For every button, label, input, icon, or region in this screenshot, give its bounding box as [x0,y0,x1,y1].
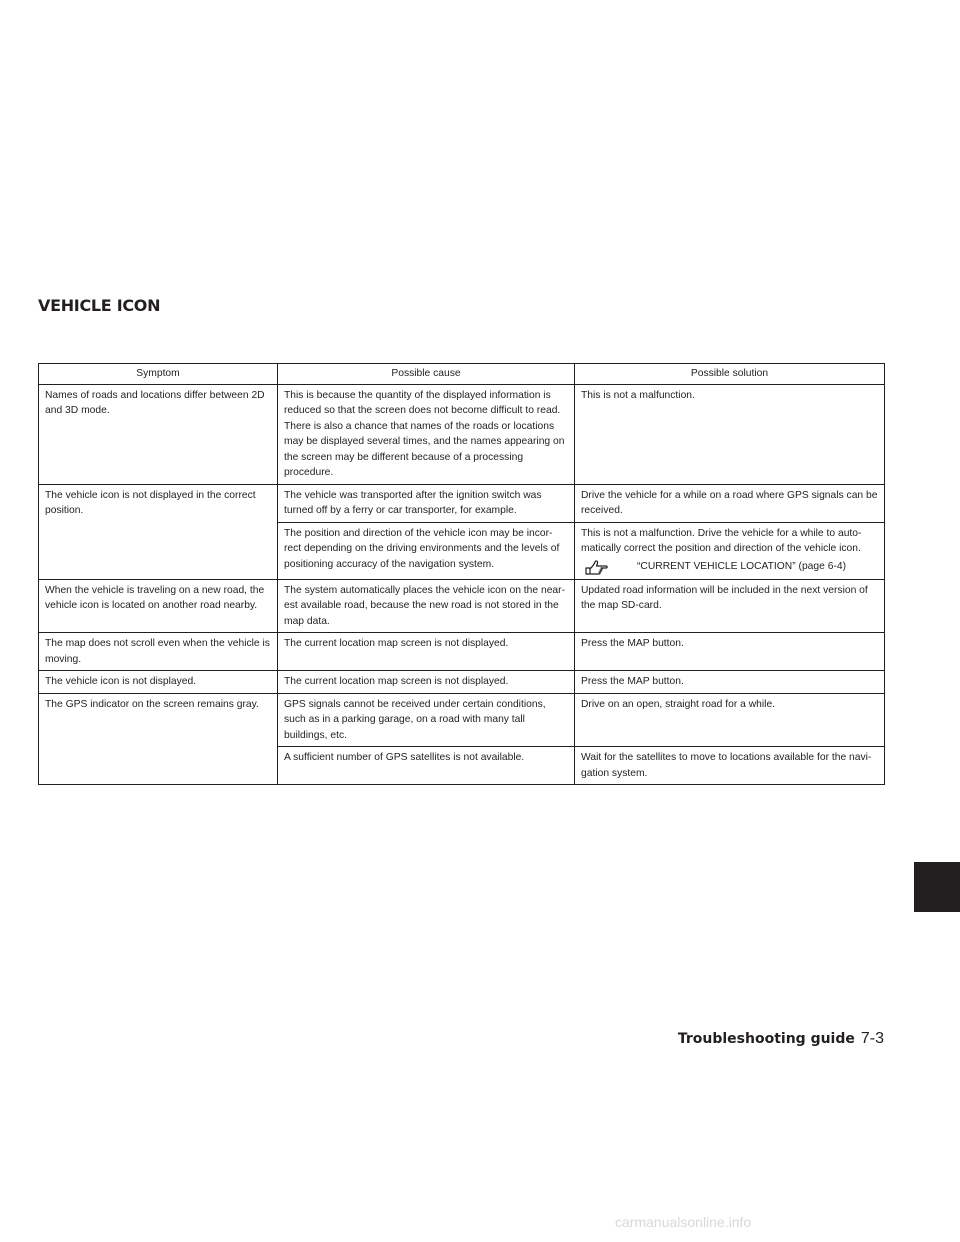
solution-cell: Press the MAP button. [575,671,885,694]
solution-cell: This is not a malfunction. [575,384,885,484]
solution-cell: Drive on an open, straight road for a while. [575,693,885,747]
symptom-cell: Names of roads and locations differ between 2D and 3D mode. [39,384,278,484]
solution-cell: Wait for the satellites to move to locations available for the navi-gation system. [575,747,885,785]
table-row [39,633,885,671]
chapter-tab [914,862,960,912]
footer-section-label: Troubleshooting guide [677,1031,855,1047]
vehicle-icon-table [38,363,885,785]
cause-cell: The current location map screen is not displayed. [278,671,575,694]
cause-cell: This is because the quantity of the displayed information is reduced so that the screen does not become difficult to read. There is also a chance that names of the roads or locations may be displayed several times, and the names appearing on the screen may be different because of a processing procedure. [278,384,575,484]
page-reference[interactable] [581,558,878,576]
table-row [39,384,885,484]
page-footer [678,1030,884,1048]
solution-cell: Updated road information will be included in the next version of the map SD-card. [575,579,885,633]
table-row [39,693,885,747]
symptom-cell: The vehicle icon is not displayed. [39,671,278,694]
table-row [39,579,885,633]
header-possible-cause: Possible cause [278,364,575,385]
reference-text: “CURRENT VEHICLE LOCATION” (page 6-4) [637,560,847,572]
symptom-cell: The vehicle icon is not displayed in the correct position. [39,484,278,579]
symptom-cell: When the vehicle is traveling on a new road, the vehicle icon is located on another road nearby. [39,579,278,633]
cause-cell: GPS signals cannot be received under certain conditions, such as in a parking garage, on a road with many tall buildings, etc. [278,693,575,747]
watermark: carmanualsonline.info [615,1214,752,1230]
symptom-cell: The map does not scroll even when the vehicle is moving. [39,633,278,671]
cause-cell: The vehicle was transported after the ignition switch was turned off by a ferry or car transporter, for example. [278,484,575,522]
section-title: VEHICLE ICON [38,296,161,315]
solution-cell: Press the MAP button. [575,633,885,671]
header-possible-solution: Possible solution [575,364,885,385]
cause-cell: A sufficient number of GPS satellites is not available. [278,747,575,785]
table-row [39,671,885,694]
symptom-cell: The GPS indicator on the screen remains gray. [39,693,278,785]
table-header-row [39,364,885,385]
cause-cell: The current location map screen is not displayed. [278,633,575,671]
cause-cell: The system automatically places the vehicle icon on the near-est available road, because the new road is not stored in the map data. [278,579,575,633]
cause-cell: The position and direction of the vehicle icon may be incor-rect depending on the driving environments and the levels of positioning accuracy of the navigation system. [278,522,575,579]
table-row [39,484,885,522]
solution-text: This is not a malfunction. Drive the vehicle for a while to auto-matically correct the position and direction of the vehicle icon. [581,527,862,554]
header-symptom: Symptom [39,364,278,385]
page-number: 7-3 [860,1030,884,1047]
solution-cell [575,522,885,579]
solution-cell: Drive the vehicle for a while on a road where GPS signals can be received. [575,484,885,522]
pointing-hand-icon [585,558,609,576]
